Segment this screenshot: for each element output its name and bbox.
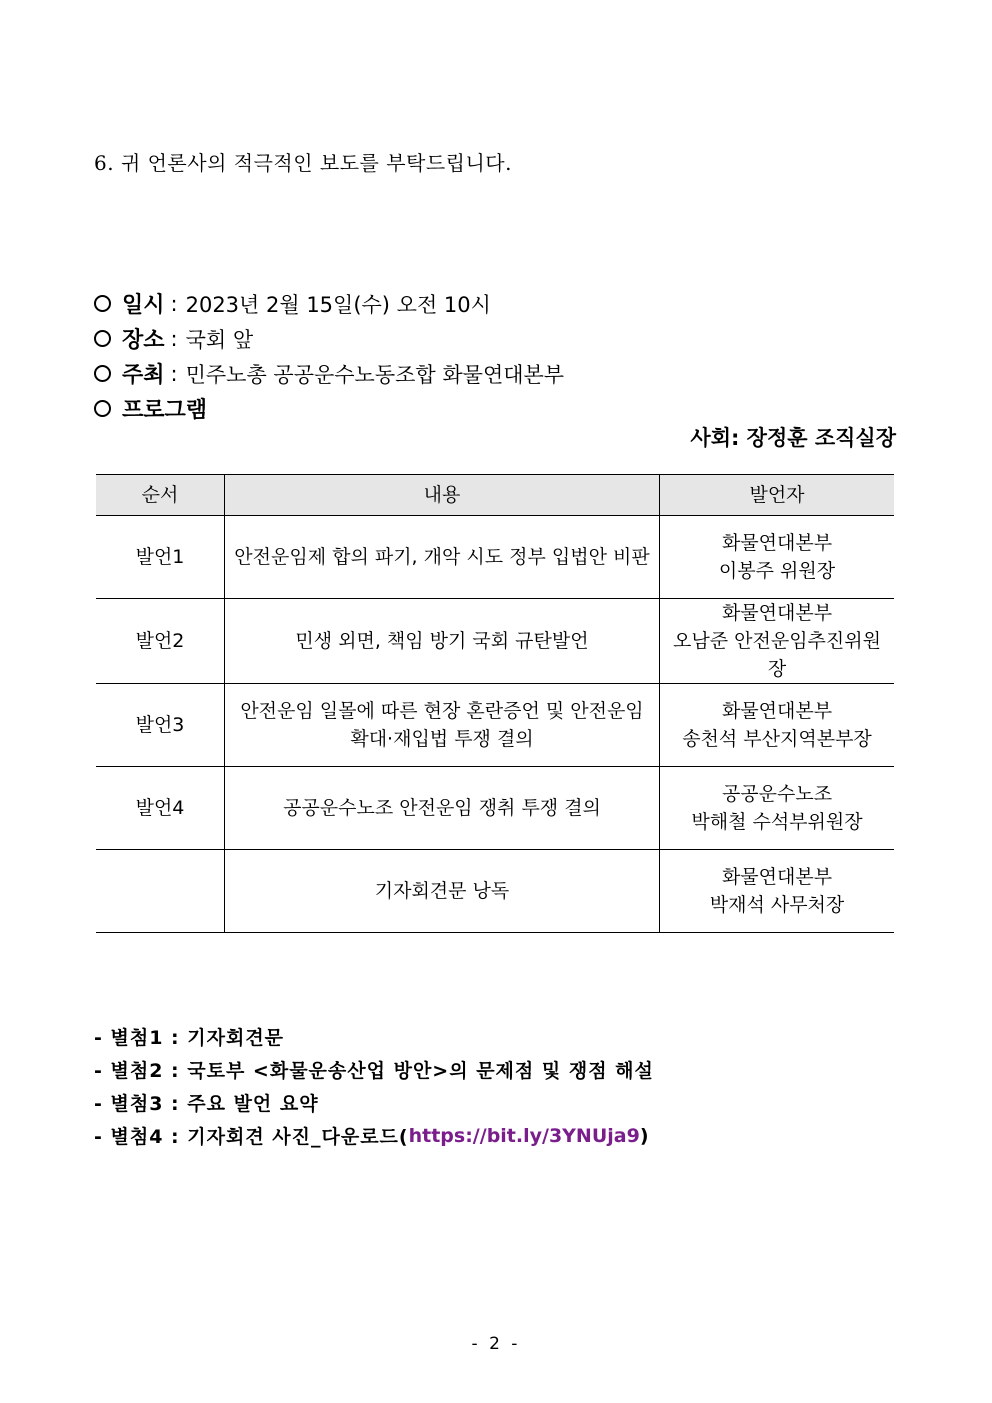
info-separator: : bbox=[170, 291, 178, 316]
info-value: 국회 앞 bbox=[185, 327, 254, 352]
program-table bbox=[96, 474, 894, 933]
cell-content bbox=[225, 684, 660, 767]
attachment-text: - 별첨1 : 기자회견문 bbox=[94, 1027, 285, 1049]
attachment-item bbox=[94, 1086, 654, 1119]
attachment-item bbox=[94, 1053, 654, 1086]
info-label: 일시 bbox=[122, 293, 165, 318]
table-row bbox=[96, 850, 894, 933]
speaker-name: 박재석 사무처장 bbox=[709, 894, 845, 916]
cell-order: 발언1 bbox=[96, 516, 225, 599]
cell-speaker bbox=[660, 599, 895, 684]
cell-order: 발언2 bbox=[96, 599, 225, 684]
cell-speaker bbox=[660, 767, 895, 850]
cell-speaker bbox=[660, 850, 895, 933]
speaker-org: 화물연대본부 bbox=[721, 602, 833, 624]
attachment-item bbox=[94, 1119, 654, 1152]
speaker-org: 화물연대본부 bbox=[721, 866, 833, 888]
info-label: 주최 bbox=[122, 363, 165, 388]
content-line: 안전운임제 합의 파기, 개악 시도 정부 입법안 비판 bbox=[234, 546, 650, 568]
page-number: - 2 - bbox=[471, 1334, 521, 1354]
info-place bbox=[94, 321, 564, 356]
content-line: 공공운수노조 안전운임 쟁취 투쟁 결의 bbox=[283, 797, 601, 819]
info-label: 프로그램 bbox=[122, 398, 208, 423]
circle-bullet-icon bbox=[94, 365, 111, 382]
host-line: 사회: 장정훈 조직실장 bbox=[690, 426, 896, 450]
info-separator: : bbox=[170, 361, 178, 386]
info-program bbox=[94, 391, 564, 426]
attachments-list bbox=[94, 1020, 654, 1152]
content-line: 기자회견문 낭독 bbox=[374, 880, 510, 902]
speaker-name: 송천석 부산지역본부장 bbox=[682, 728, 872, 750]
table-row bbox=[96, 599, 894, 684]
content-line: 민생 외면, 책임 방기 국회 규탄발언 bbox=[295, 630, 589, 652]
info-organizer bbox=[94, 356, 564, 391]
event-info bbox=[94, 286, 564, 426]
table-header-row bbox=[96, 475, 894, 516]
info-value: 2023년 2월 15일(수) 오전 10시 bbox=[185, 292, 491, 317]
speaker-org: 화물연대본부 bbox=[721, 532, 833, 554]
header-order: 순서 bbox=[96, 475, 225, 516]
speaker-org: 공공운수노조 bbox=[721, 783, 833, 805]
attachment-text: - 별첨4 : 기자회견 사진_다운로드( bbox=[94, 1126, 409, 1148]
cell-speaker bbox=[660, 516, 895, 599]
header-content: 내용 bbox=[225, 475, 660, 516]
cell-order bbox=[96, 850, 225, 933]
photo-download-link[interactable]: https://bit.ly/3YNUja9 bbox=[408, 1124, 640, 1147]
info-value: 민주노총 공공운수노동조합 화물연대본부 bbox=[185, 362, 565, 387]
cell-order: 발언4 bbox=[96, 767, 225, 850]
circle-bullet-icon bbox=[94, 400, 111, 417]
cell-content bbox=[225, 599, 660, 684]
circle-bullet-icon bbox=[94, 330, 111, 347]
speaker-name: 오남준 안전운임추진위원장 bbox=[673, 630, 881, 680]
content-line: 안전운임 일몰에 따른 현장 혼란증언 및 안전운임 bbox=[240, 700, 644, 722]
speaker-org: 화물연대본부 bbox=[721, 700, 833, 722]
table-row bbox=[96, 516, 894, 599]
intro-line: 6. 귀 언론사의 적극적인 보도를 부탁드립니다. bbox=[94, 151, 512, 175]
table-row bbox=[96, 684, 894, 767]
table-row bbox=[96, 767, 894, 850]
info-date bbox=[94, 286, 564, 321]
speaker-name: 박해철 수석부위원장 bbox=[691, 811, 863, 833]
circle-bullet-icon bbox=[94, 295, 111, 312]
cell-content bbox=[225, 516, 660, 599]
cell-speaker bbox=[660, 684, 895, 767]
speaker-name: 이봉주 위원장 bbox=[718, 560, 836, 582]
attachment-text: - 별첨2 : 국토부 <화물운송산업 방안>의 문제점 및 쟁점 해설 bbox=[94, 1060, 654, 1082]
content-line: 확대·재입법 투쟁 결의 bbox=[350, 728, 534, 750]
attachment-text: - 별첨3 : 주요 발언 요약 bbox=[94, 1093, 319, 1115]
attachment-item bbox=[94, 1020, 654, 1053]
attachment-suffix: ) bbox=[639, 1124, 650, 1147]
info-label: 장소 bbox=[122, 328, 165, 353]
info-separator: : bbox=[170, 326, 178, 351]
cell-content bbox=[225, 767, 660, 850]
cell-order: 발언3 bbox=[96, 684, 225, 767]
cell-content bbox=[225, 850, 660, 933]
header-speaker: 발언자 bbox=[660, 475, 895, 516]
